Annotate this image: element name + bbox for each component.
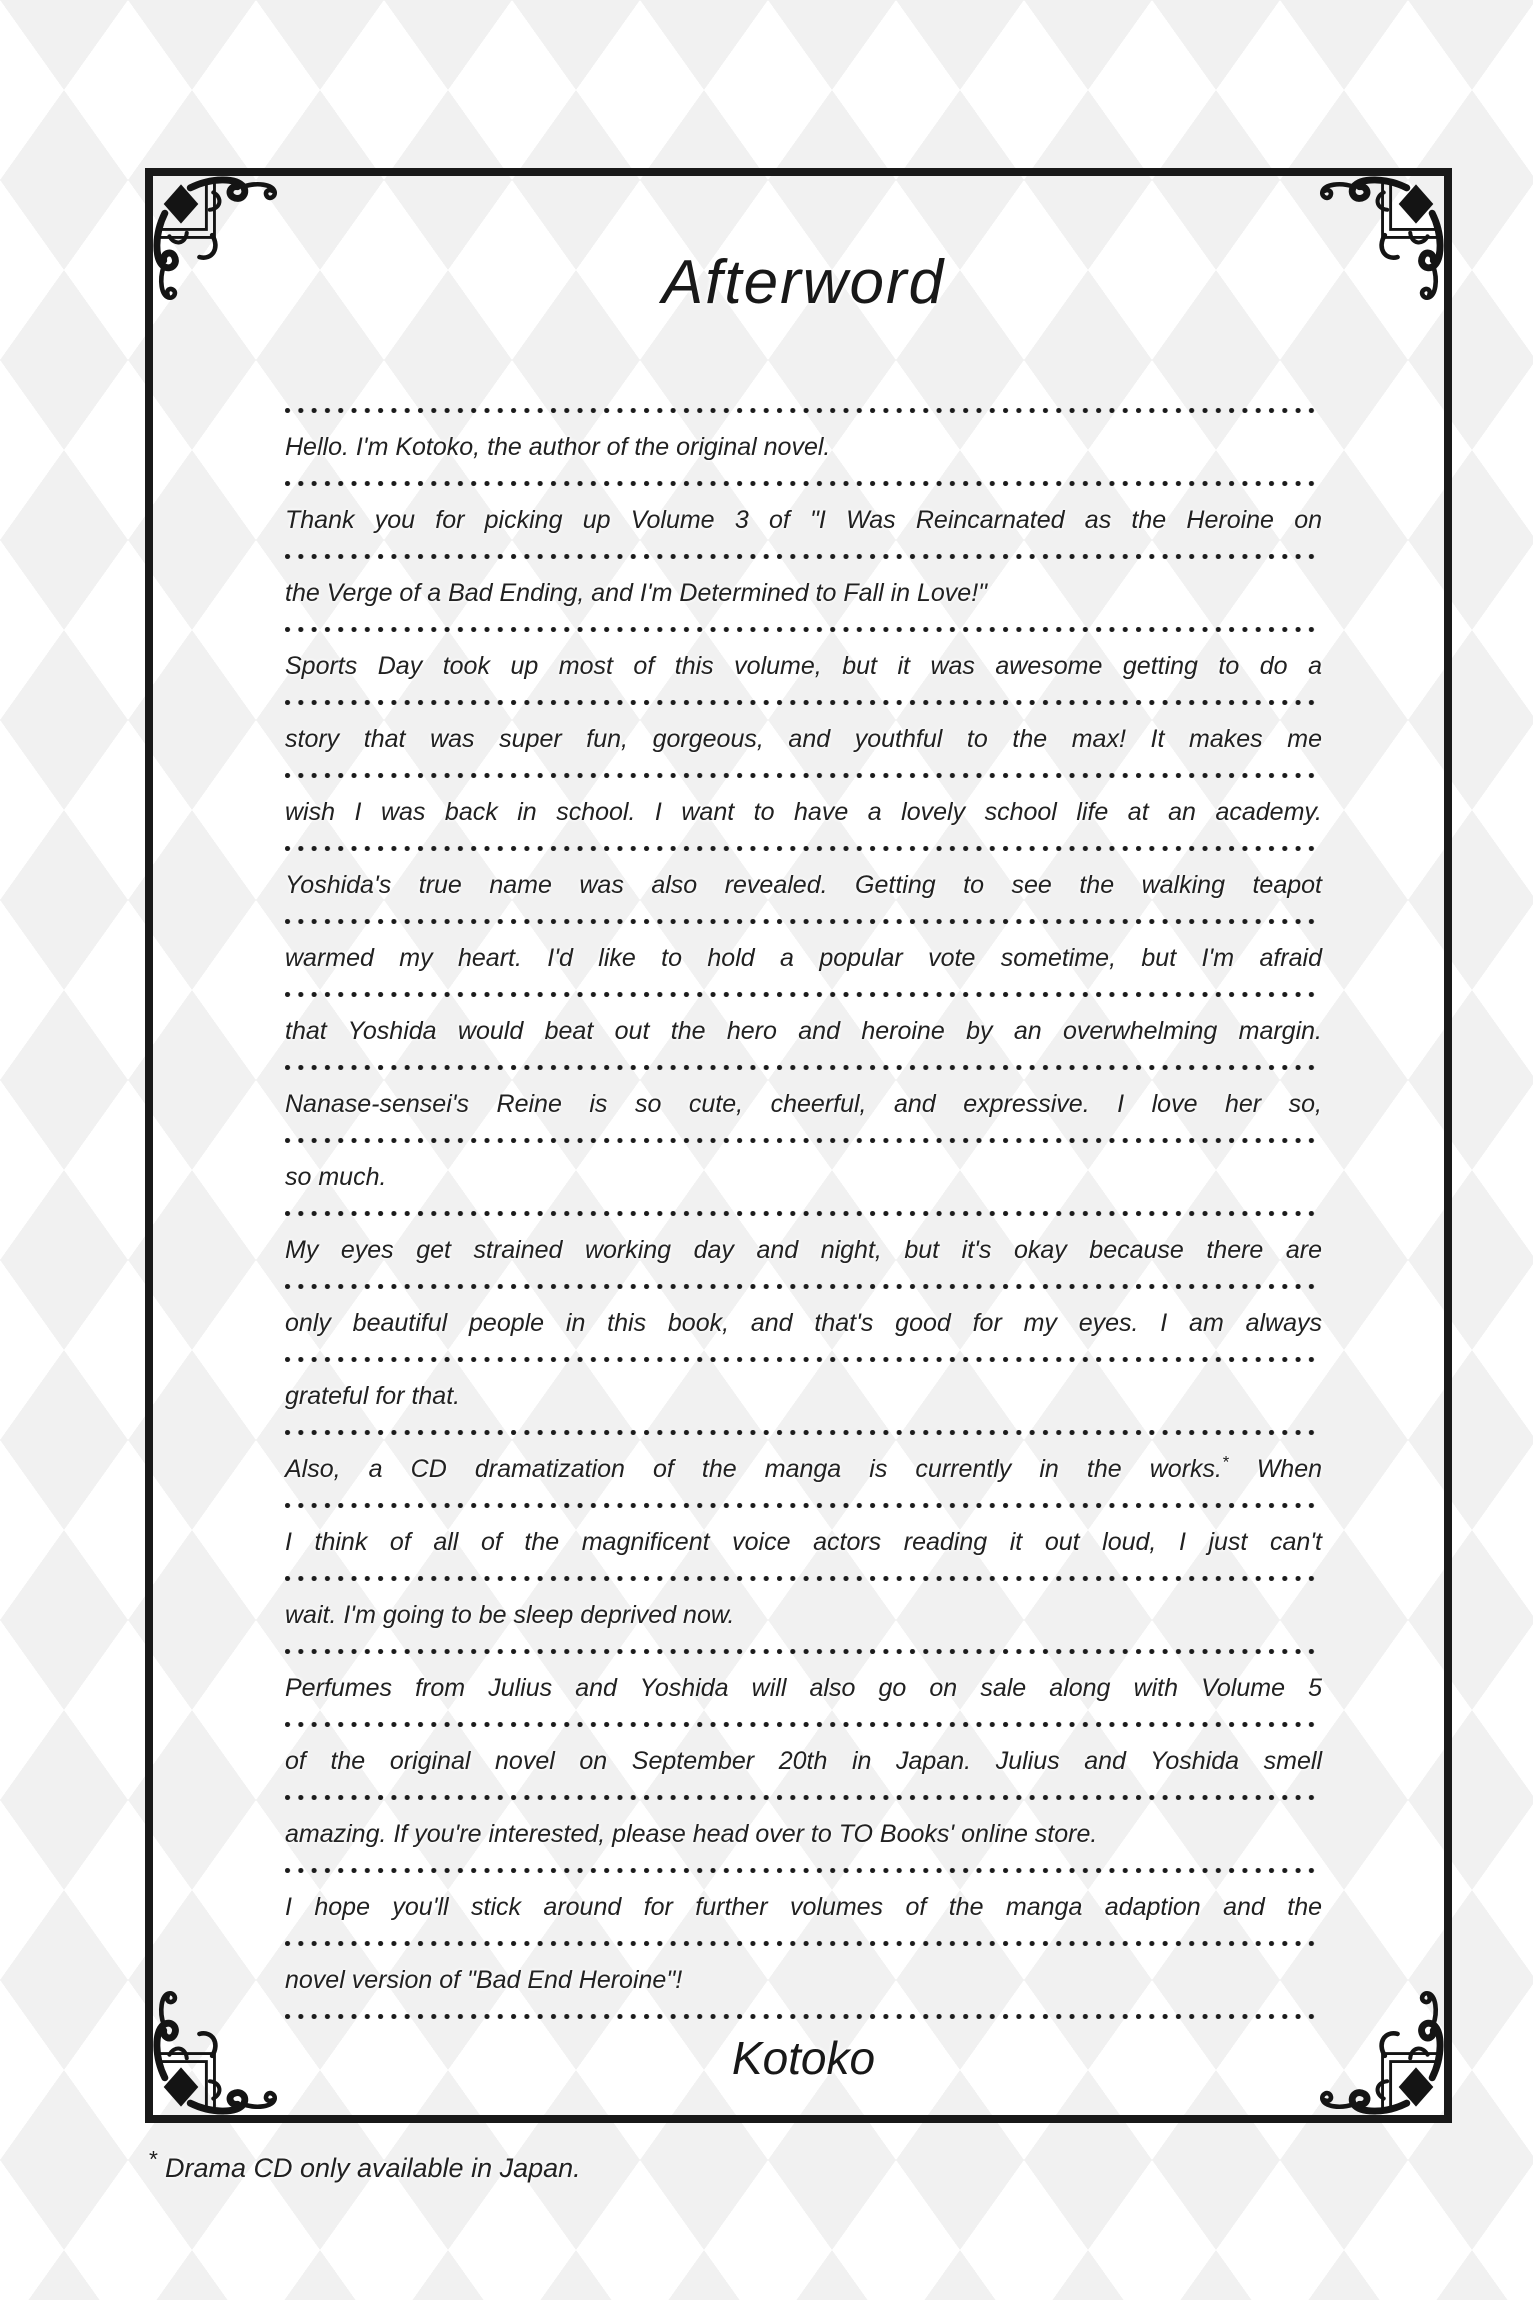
footnote-asterisk: * xyxy=(148,2146,157,2172)
decorative-frame xyxy=(145,168,1452,2123)
afterword-line: wait. I'm going to be sleep deprived now. xyxy=(285,1601,735,1629)
footnote-reference-asterisk: * xyxy=(1221,1452,1229,1472)
afterword-line: the Verge of a Bad Ending, and I'm Determined to Fall in Love!" xyxy=(285,579,988,607)
corner-flourish-icon xyxy=(1296,174,1446,324)
afterword-line: of the original novel on September 20th in Japan. Julius and Yoshida smell xyxy=(285,1747,1322,1775)
afterword-line: story that was super fun, gorgeous, and youthful to the max! It makes me xyxy=(285,725,1322,753)
corner-flourish-icon xyxy=(1296,1967,1446,2117)
footnote xyxy=(148,2146,581,2184)
afterword-line: Thank you for picking up Volume 3 of "I Was Reincarnated as the Heroine on xyxy=(285,506,1322,534)
author-signature: Kotoko xyxy=(731,2032,876,2084)
line-text: When xyxy=(1228,1455,1322,1483)
page-title: Afterword xyxy=(661,248,946,317)
afterword-line: so much. xyxy=(285,1163,387,1191)
afterword-line: I think of all of the magnificent voice actors reading it out loud, I just can't xyxy=(285,1528,1322,1556)
afterword-line: warmed my heart. I'd like to hold a popular vote sometime, but I'm afraid xyxy=(285,944,1322,972)
afterword-line: Nanase-sensei's Reine is so cute, cheerful, and expressive. I love her so, xyxy=(285,1090,1322,1118)
afterword-line: that Yoshida would beat out the hero and heroine by an overwhelming margin. xyxy=(285,1017,1322,1045)
corner-flourish-icon xyxy=(151,174,301,324)
afterword-line xyxy=(285,1435,1322,1503)
afterword-line: Hello. I'm Kotoko, the author of the original novel. xyxy=(285,433,831,461)
afterword-body xyxy=(285,408,1322,2019)
footnote-text: Drama CD only available in Japan. xyxy=(164,2153,581,2183)
afterword-line: Sports Day took up most of this volume, but it was awesome getting to do a xyxy=(285,652,1322,680)
dotted-separator xyxy=(285,2014,1322,2019)
afterword-line: novel version of "Bad End Heroine"! xyxy=(285,1966,683,1994)
afterword-line: I hope you'll stick around for further volumes of the manga adaption and the xyxy=(285,1893,1322,1921)
afterword-line: Yoshida's true name was also revealed. Getting to see the walking teapot xyxy=(285,871,1322,899)
afterword-line: grateful for that. xyxy=(285,1382,461,1410)
line-text: Also, a CD dramatization of the manga is currently in the works. xyxy=(285,1455,1222,1483)
afterword-line: only beautiful people in this book, and that's good for my eyes. I am always xyxy=(285,1309,1322,1337)
afterword-line: Perfumes from Julius and Yoshida will also go on sale along with Volume 5 xyxy=(285,1674,1322,1702)
afterword-line: wish I was back in school. I want to have a lovely school life at an academy. xyxy=(285,798,1322,826)
corner-flourish-icon xyxy=(151,1967,301,2117)
afterword-line: amazing. If you're interested, please head over to TO Books' online store. xyxy=(285,1820,1098,1848)
afterword-line: My eyes get strained working day and night, but it's okay because there are xyxy=(285,1236,1322,1264)
